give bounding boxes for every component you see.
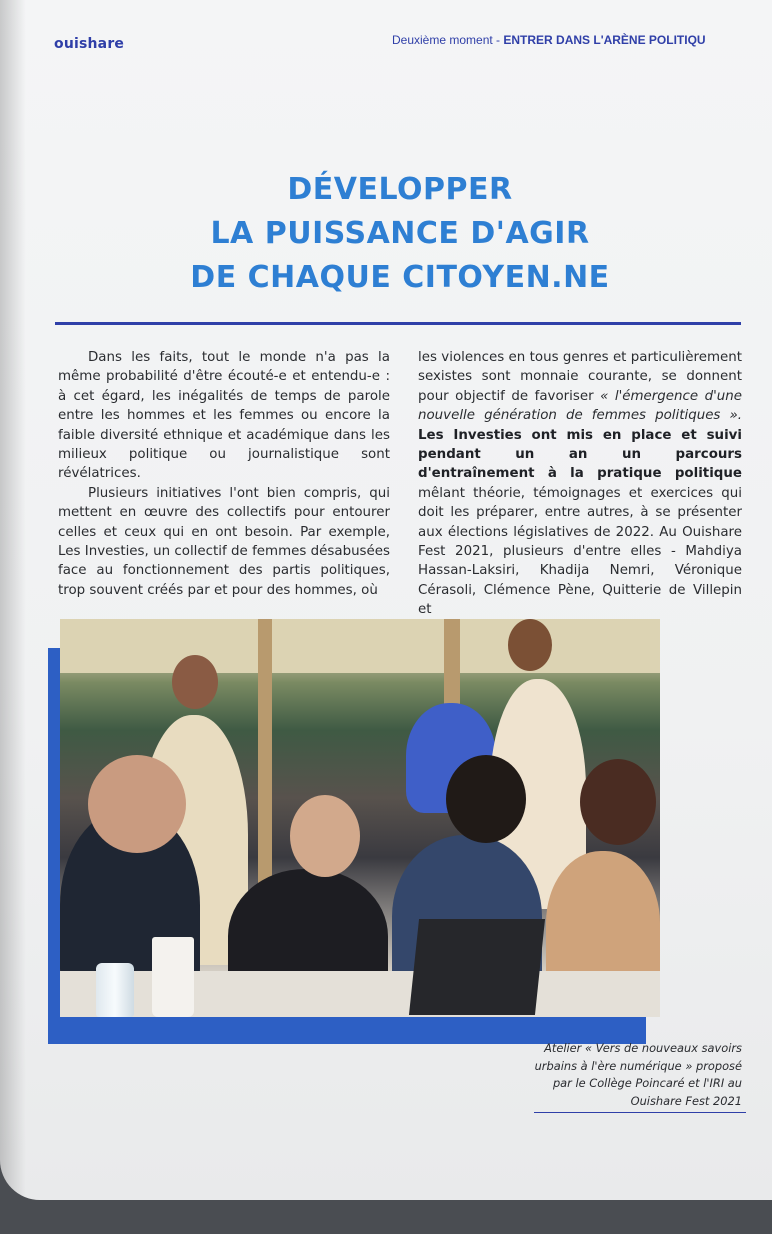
page-binding-shadow xyxy=(0,0,26,1200)
tent-canopy xyxy=(60,619,660,673)
caption-line-1: Atelier « Vers de nouveaux savoirs xyxy=(544,1041,742,1055)
photo-caption xyxy=(528,1040,742,1110)
person-head xyxy=(88,755,186,853)
person-head xyxy=(290,795,360,877)
paragraph-3-text-a: les violences en tous genres et particulièrement sexistes sont monnaie courante, se donnent pour objectif de favoriser xyxy=(418,350,742,404)
workshop-photo xyxy=(60,619,660,1017)
person-head xyxy=(172,655,218,709)
title-line-1: DÉVELOPPER xyxy=(287,172,513,207)
workshop-table xyxy=(60,971,660,1017)
person-head xyxy=(580,759,656,845)
page-title xyxy=(60,168,740,300)
title-line-3: DE CHAQUE CITOYEN.NE xyxy=(190,260,610,295)
paragraph-3-text-b: mêlant théorie, témoignages et exercices qui doit les préparer, entre autres, à se présenter aux élections législatives de 2022. Au Ouishare Fest 2021, plusieurs d'entre elles - Mahdiya Hassan-Laksiri, Khadija Nemri, Véronique Cérasoli, Clémence Pène, Quitterie de Villepin et xyxy=(418,485,742,618)
ouishare-logo: ouishare xyxy=(54,36,125,52)
title-line-2: LA PUISSANCE D'AGIR xyxy=(210,216,590,251)
caption-line-2: urbains à l'ère numérique » proposé xyxy=(534,1058,742,1073)
stacked-cups xyxy=(152,937,194,1017)
caption-line-3: par le Collège Poincaré et l'IRI au xyxy=(552,1076,742,1090)
laptop xyxy=(409,919,545,1015)
paragraph-1: Dans les faits, tout le monde n'a pas la même probabilité d'être écouté-e et entendu-e : à cet égard, les inégalités de temps de parole entre les hommes et les femmes ou encore la faible diversité ethnique et académique dans les milieux politique ou journalistique sont révélatrices. xyxy=(58,350,390,482)
water-bottle xyxy=(96,963,134,1017)
body-column-left xyxy=(58,348,390,600)
paragraph-3-quote: « l'émergence d'une nouvelle génération de femmes politiques ». xyxy=(418,388,742,424)
running-head-chapter: ENTRER DANS L'ARÈNE POLITIQU xyxy=(503,33,706,47)
paragraph-3-bold: Les Investies ont mis en place et suivi pendant un an un parcours d'entraînement à la pratique politique xyxy=(418,427,742,482)
caption-divider xyxy=(534,1112,746,1113)
body-column-right xyxy=(418,348,742,620)
person-head xyxy=(508,619,552,671)
person-head xyxy=(446,755,526,843)
running-head-section: Deuxième moment - xyxy=(392,33,504,47)
title-divider xyxy=(55,322,741,325)
paragraph-3 xyxy=(418,348,742,620)
running-head xyxy=(392,33,706,47)
paragraph-2: Plusieurs initiatives l'ont bien compris, qui mettent en œuvre des collectifs pour entourer celles et ceux qui en ont besoin. Par exemple, Les Investies, un collectif de femmes désabusées face au fonctionnement des partis politiques, trop souvent créés par et pour des hommes, où xyxy=(58,485,390,598)
caption-line-4: Ouishare Fest 2021 xyxy=(630,1093,742,1108)
